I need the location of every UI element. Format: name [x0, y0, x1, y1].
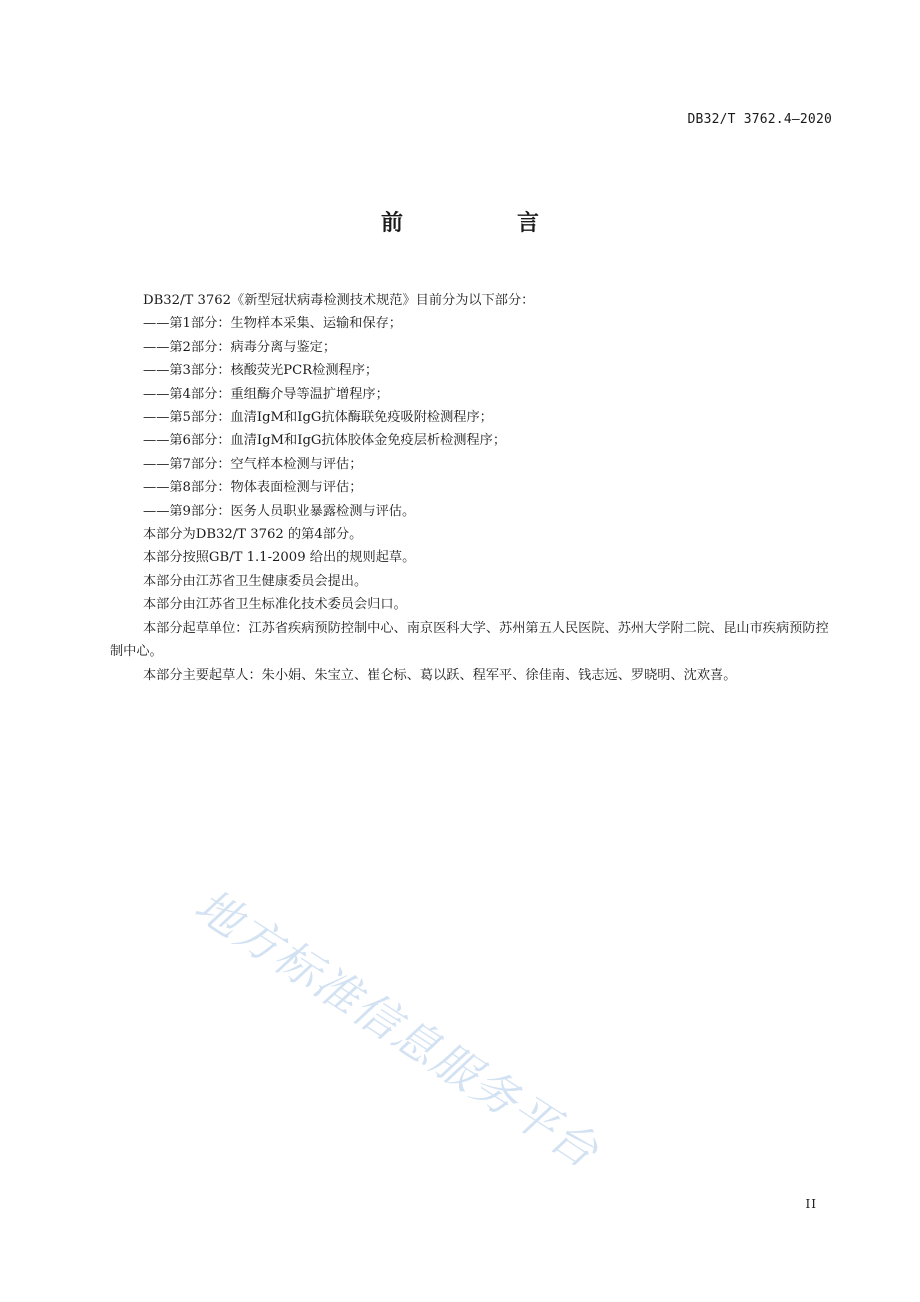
list-item-part-2: ——第2部分：病毒分离与鉴定；	[143, 339, 337, 355]
list-item-part-7: ——第7部分：空气样本检测与评估；	[143, 456, 363, 472]
paragraph-drafting-rules: 本部分按照GB/T 1.1-2009 给出的规则起草。	[143, 550, 416, 566]
list-item-part-8: ——第8部分：物体表面检测与评估；	[143, 480, 363, 496]
paragraph-part-statement: 本部分为DB32/T 3762 的第4部分。	[143, 527, 363, 543]
list-item-part-9: ——第9部分：医务人员职业暴露检测与评估。	[143, 503, 416, 519]
list-item-part-3: ——第3部分：核酸荧光PCR检测程序；	[143, 363, 379, 379]
watermark-text: 地方标准信息服务平台	[185, 878, 609, 1179]
paragraph-drafters: 本部分主要起草人：朱小娟、朱宝立、崔仑标、葛以跃、程军平、徐佳南、钱志远、罗晓明、沈欢喜。	[143, 667, 737, 683]
list-item-part-4: ——第4部分：重组酶介导等温扩增程序；	[143, 386, 389, 402]
list-item-part-5: ——第5部分：血清IgM和IgG抗体酶联免疫吸附检测程序；	[143, 410, 493, 426]
paragraph-drafting-units: 本部分起草单位：江苏省疾病预防控制中心、南京医科大学、苏州第五人民医院、苏州大学附二院、昆山市疾病预防控制中心。	[110, 620, 829, 660]
paragraph-intro: DB32/T 3762《新型冠状病毒检测技术规范》目前分为以下部分：	[143, 293, 535, 308]
page-number: II	[805, 1197, 817, 1211]
paragraph-technical-committee: 本部分由江苏省卫生标准化技术委员会归口。	[143, 597, 407, 613]
document-header-code: DB32/T 3762.4—2020	[687, 112, 832, 127]
foreword-body	[110, 289, 834, 687]
list-item-part-1: ——第1部分：生物样本采集、运输和保存；	[143, 316, 402, 332]
page-title: 前 言	[380, 211, 585, 236]
paragraph-proposer: 本部分由江苏省卫生健康委员会提出。	[143, 573, 368, 589]
list-item-part-6: ——第6部分：血清IgM和IgG抗体胶体金免疫层析检测程序；	[143, 433, 507, 449]
